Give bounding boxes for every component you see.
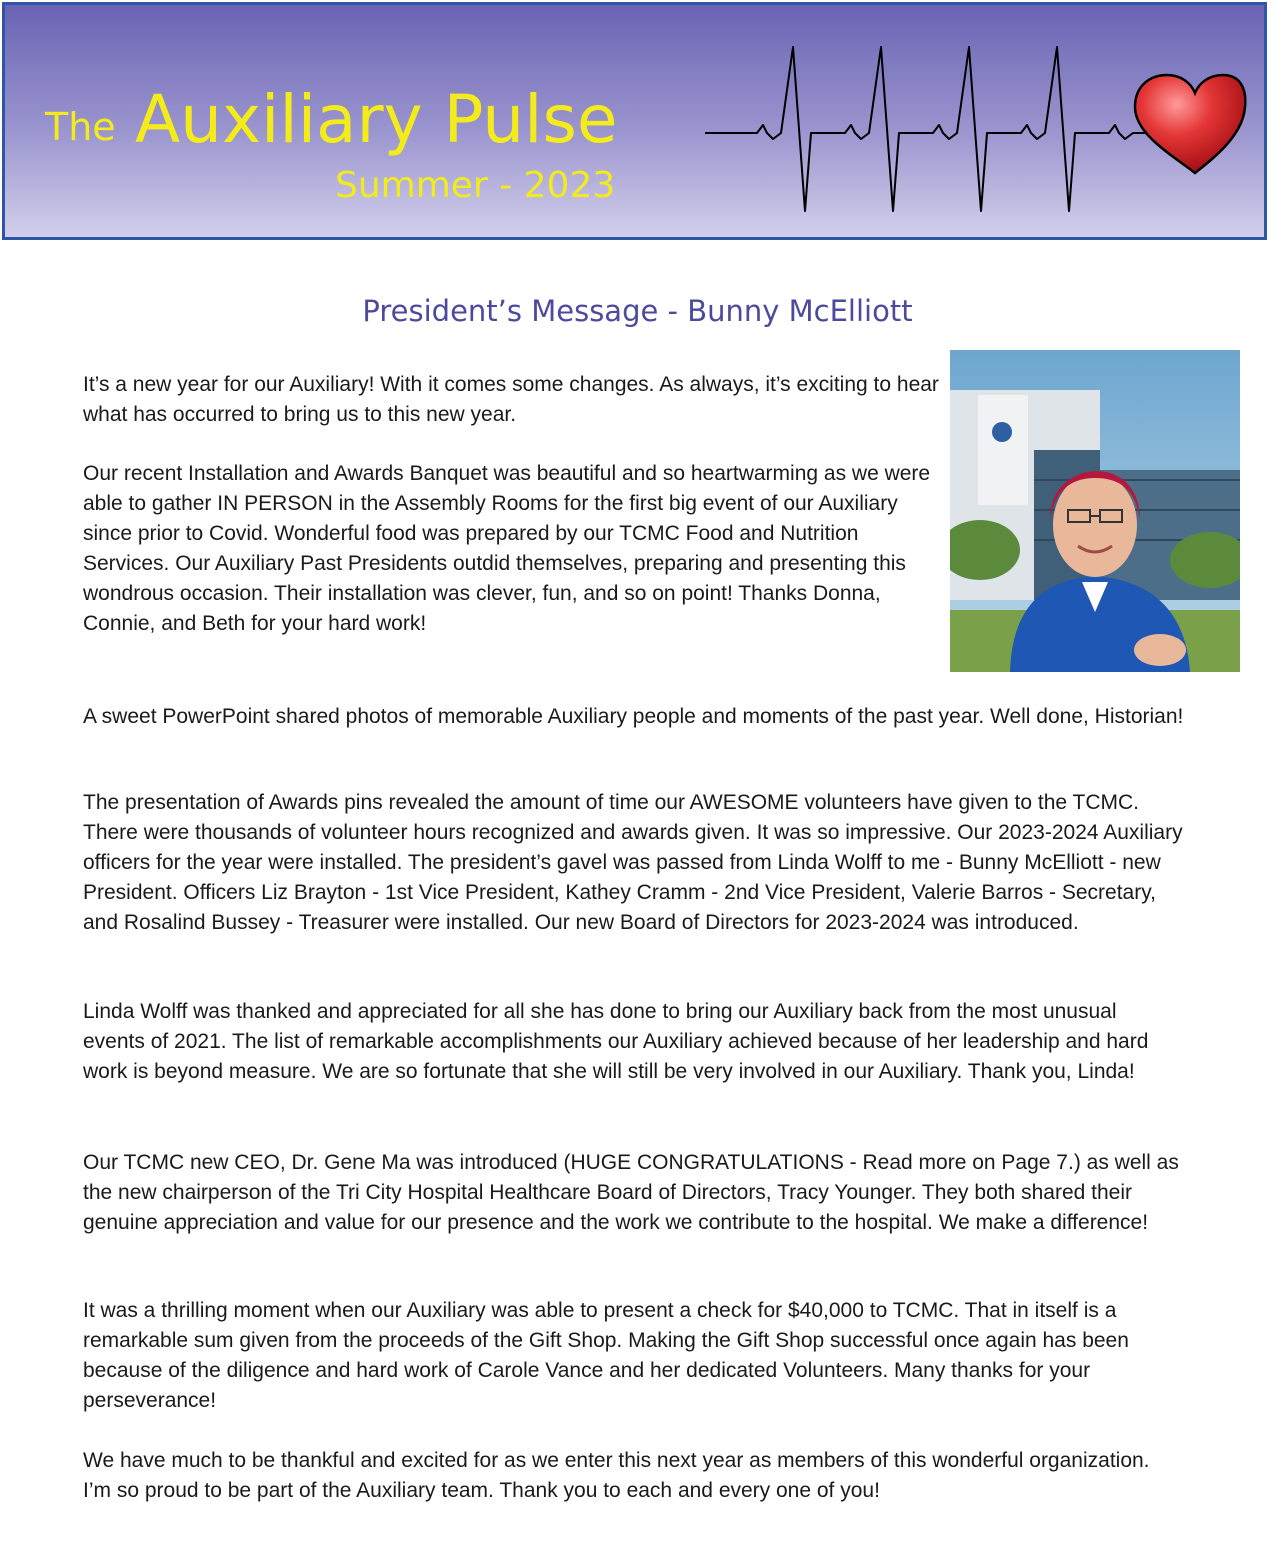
article-paragraph: Our recent Installation and Awards Banquet was beautiful and so heartwarming as we were able to gather IN PERSON in the Assembly Rooms for the first big event of our Auxiliary since prior to Covid. Wonderful food was prepared by our TCMC Food and Nutrition Services. Our Auxiliary Past Presidents outdid themselves, preparing and presenting this wondrous occasion. Their installation was clever, fun, and so on point! Thanks Donna, Connie, and Beth for your hard work! <box>83 462 931 635</box>
article-paragraph: It’s a new year for our Auxiliary! With it comes some changes. As always, it’s exciting to hear what has occurred to bring us to this new year. <box>83 373 939 426</box>
heartbeat-line-icon <box>705 35 1250 215</box>
article-paragraph: It was a thrilling moment when our Auxiliary was able to present a check for $40,000 to TCMC. That in itself is a remarkable sum given from the proceeds of the Gift Shop. Making the Gift Shop successful once again has been because of the diligence and hard work of Carole Vance and her dedicated Volunteers. Many thanks for your perseverance! <box>83 1299 1129 1412</box>
article-paragraph: We have much to be thankful and excited for as we enter this next year as members of this wonderful organization. I’m so proud to be part of the Auxiliary team. Thank you to each and every one of you! <box>83 1449 1150 1502</box>
heart-icon <box>1135 75 1245 173</box>
article-paragraph: A sweet PowerPoint shared photos of memorable Auxiliary people and moments of the past year. Well done, Historian! <box>83 705 1184 728</box>
article-paragraph: The presentation of Awards pins revealed the amount of time our AWESOME volunteers have given to the TCMC. There were thousands of volunteer hours recognized and awards given. It was so impressive. Our 2023-2024 Auxiliary officers for the year were installed. The president’s gavel was passed from Linda Wolff to me - Bunny McElliott - new President. Officers Liz Brayton - 1st Vice President, Kathey Cramm - 2nd Vice President, Valerie Barros - Secretary, and Rosalind Bussey - Treasurer were installed. Our new Board of Directors for 2023-2024 was introduced. <box>83 791 1183 934</box>
newsletter-title: Auxiliary Pulse <box>135 81 618 158</box>
newsletter-banner <box>2 2 1267 240</box>
article-title: President’s Message - Bunny McElliott <box>362 294 913 328</box>
title-prefix: The <box>45 105 116 149</box>
issue-date: Summer - 2023 <box>335 165 616 206</box>
article-paragraph: Our TCMC new CEO, Dr. Gene Ma was introduced (HUGE CONGRATULATIONS - Read more on Page 7.) as well as the new chairperson of the Tri City Hospital Healthcare Board of Directors, Tracy Younger. They both shared their genuine appreciation and value for our presence and the work we contribute to the hospital. We make a difference! <box>83 1151 1179 1234</box>
president-photo <box>950 350 1240 672</box>
article-paragraph: Linda Wolff was thanked and appreciated for all she has done to bring our Auxiliary back from the most unusual events of 2021. The list of remarkable accomplishments our Auxiliary achieved because of her leadership and hard work is beyond measure. We are so fortunate that she will still be very involved in our Auxiliary. Thank you, Linda! <box>83 1000 1149 1083</box>
